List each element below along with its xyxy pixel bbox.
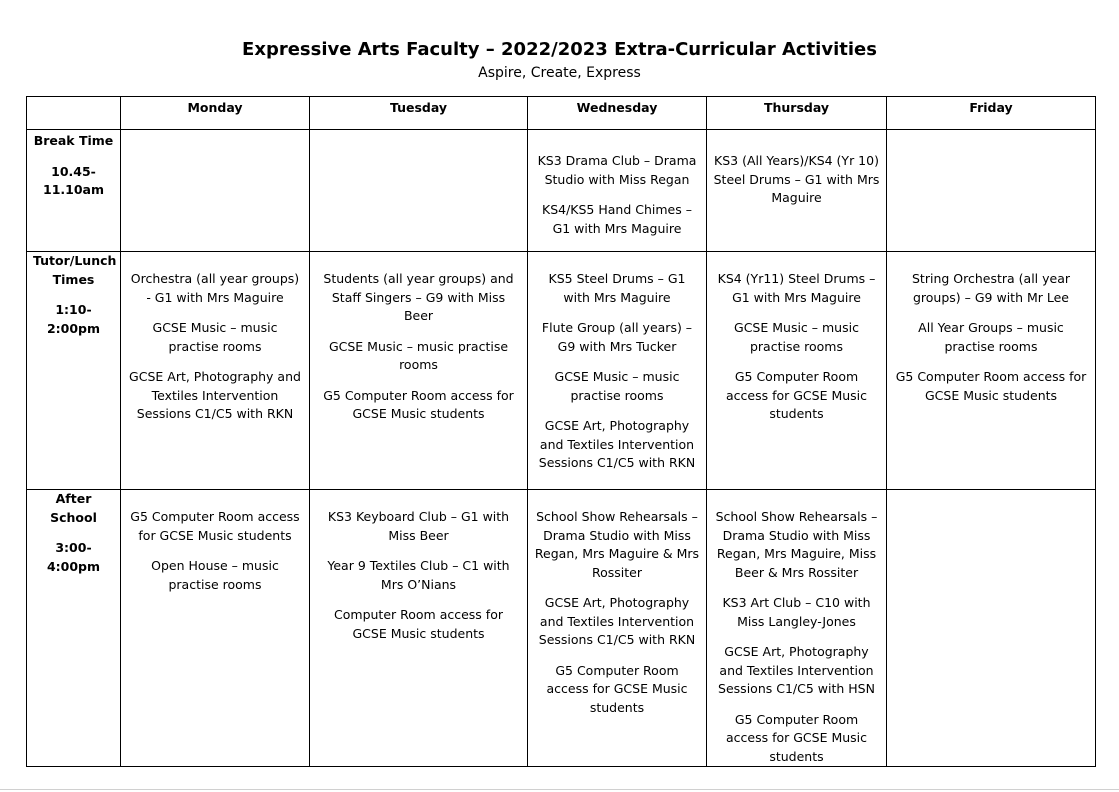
activity-entry: Flute Group (all years) – G9 with Mrs Tucker — [541, 320, 693, 354]
row-header-break-time — [27, 130, 121, 252]
cell-after-school-wednesday — [528, 490, 707, 767]
activity-entry: KS4 (Yr11) Steel Drums – G1 with Mrs Maguire — [717, 271, 876, 305]
activity-entry: GCSE Music – music practise rooms — [554, 369, 680, 403]
activity-entry: GCSE Music – music practise rooms — [734, 320, 859, 354]
activity-entry: GCSE Art, Photography and Textiles Intervention Sessions C1/C5 with RKN — [538, 418, 696, 470]
cell-tutor-lunch-tuesday — [310, 252, 528, 490]
activity-entry: Orchestra (all year groups) - G1 with Mrs Maguire — [130, 271, 300, 305]
activity-entry: KS3 (All Years)/KS4 (Yr 10) Steel Drums – G1 with Mrs Maguire — [713, 153, 880, 205]
activity-entry: Year 9 Textiles Club – C1 with Mrs O’Nians — [327, 558, 510, 592]
activities-table — [26, 96, 1096, 767]
corner-cell — [27, 97, 121, 130]
activity-entry: KS5 Steel Drums – G1 with Mrs Maguire — [548, 271, 686, 305]
cell-break-time-thursday — [707, 130, 887, 252]
row-after-school — [27, 490, 1096, 767]
activity-entry: All Year Groups – music practise rooms — [918, 320, 1064, 354]
row-time: 1:10-2:00pm — [46, 302, 101, 336]
row-time: 3:00-4:00pm — [46, 540, 101, 574]
activity-entry: String Orchestra (all year groups) – G9 with Mr Lee — [912, 271, 1070, 305]
row-break-time — [27, 130, 1096, 252]
activity-entry: G5 Computer Room access for GCSE Music students — [895, 369, 1087, 403]
column-header-tuesday: Tuesday — [310, 97, 528, 130]
row-time: 10.45-11.10am — [43, 163, 104, 197]
page-bottom-rule — [0, 789, 1119, 790]
row-label: After School — [50, 491, 97, 525]
activity-entry: G5 Computer Room access for GCSE Music students — [323, 387, 514, 421]
activity-entry: Open House – music practise rooms — [151, 558, 279, 592]
cell-after-school-tuesday — [310, 490, 528, 767]
activity-entry: School Show Rehearsals – Drama Studio with Miss Regan, Mrs Maguire & Mrs Rossiter — [534, 509, 700, 580]
activity-entry: KS3 Art Club – C10 with Miss Langley-Jones — [722, 595, 871, 629]
cell-break-time-monday — [121, 130, 310, 252]
activity-entry: KS4/KS5 Hand Chimes – G1 with Mrs Maguire — [542, 202, 692, 236]
activity-entry: G5 Computer Room access for GCSE Music students — [725, 711, 868, 764]
cell-tutor-lunch-monday — [121, 252, 310, 490]
activity-entry: GCSE Art, Photography and Textiles Intervention Sessions C1/C5 with HSN — [718, 644, 875, 696]
cell-after-school-friday — [887, 490, 1096, 767]
header-row — [27, 97, 1096, 130]
cell-after-school-thursday — [707, 490, 887, 767]
cell-tutor-lunch-thursday — [707, 252, 887, 490]
column-header-friday: Friday — [887, 97, 1096, 130]
activity-entry: KS3 Keyboard Club – G1 with Miss Beer — [327, 509, 510, 543]
activity-entry: School Show Rehearsals – Drama Studio with Miss Regan, Mrs Maguire, Miss Beer & Mrs Rossiter — [715, 509, 878, 580]
cell-break-time-wednesday — [528, 130, 707, 252]
activity-entry: GCSE Music – music practise rooms — [152, 320, 278, 354]
row-header-tutor-lunch — [27, 252, 121, 490]
activity-entry: G5 Computer Room access for GCSE Music students — [546, 662, 688, 715]
row-label: Tutor/Lunch Times — [33, 253, 117, 287]
activity-entry: Computer Room access for GCSE Music students — [334, 607, 503, 641]
activity-entry: G5 Computer Room access for GCSE Music students — [725, 369, 868, 421]
activity-entry: G5 Computer Room access for GCSE Music students — [130, 509, 300, 543]
activity-entry: GCSE Art, Photography and Textiles Intervention Sessions C1/C5 with RKN — [538, 595, 696, 647]
cell-tutor-lunch-friday — [887, 252, 1096, 490]
row-header-after-school — [27, 490, 121, 767]
cell-break-time-friday — [887, 130, 1096, 252]
row-label: Break Time — [33, 133, 114, 148]
column-header-thursday: Thursday — [707, 97, 887, 130]
activity-entry: Students (all year groups) and Staff Singers – G9 with Miss Beer — [323, 271, 514, 323]
cell-break-time-tuesday — [310, 130, 528, 252]
document-title: Expressive Arts Faculty – 2022/2023 Extra-Curricular Activities — [242, 39, 877, 60]
column-header-wednesday: Wednesday — [528, 97, 707, 130]
cell-tutor-lunch-wednesday — [528, 252, 707, 490]
cell-after-school-monday — [121, 490, 310, 767]
row-tutor-lunch — [27, 252, 1096, 490]
activity-entry: KS3 Drama Club – Drama Studio with Miss Regan — [537, 153, 697, 187]
column-header-monday: Monday — [121, 97, 310, 130]
activity-entry: GCSE Music – music practise rooms — [328, 338, 509, 372]
activity-entry: GCSE Art, Photography and Textiles Intervention Sessions C1/C5 with RKN — [129, 369, 301, 421]
document-subtitle: Aspire, Create, Express — [478, 65, 641, 81]
